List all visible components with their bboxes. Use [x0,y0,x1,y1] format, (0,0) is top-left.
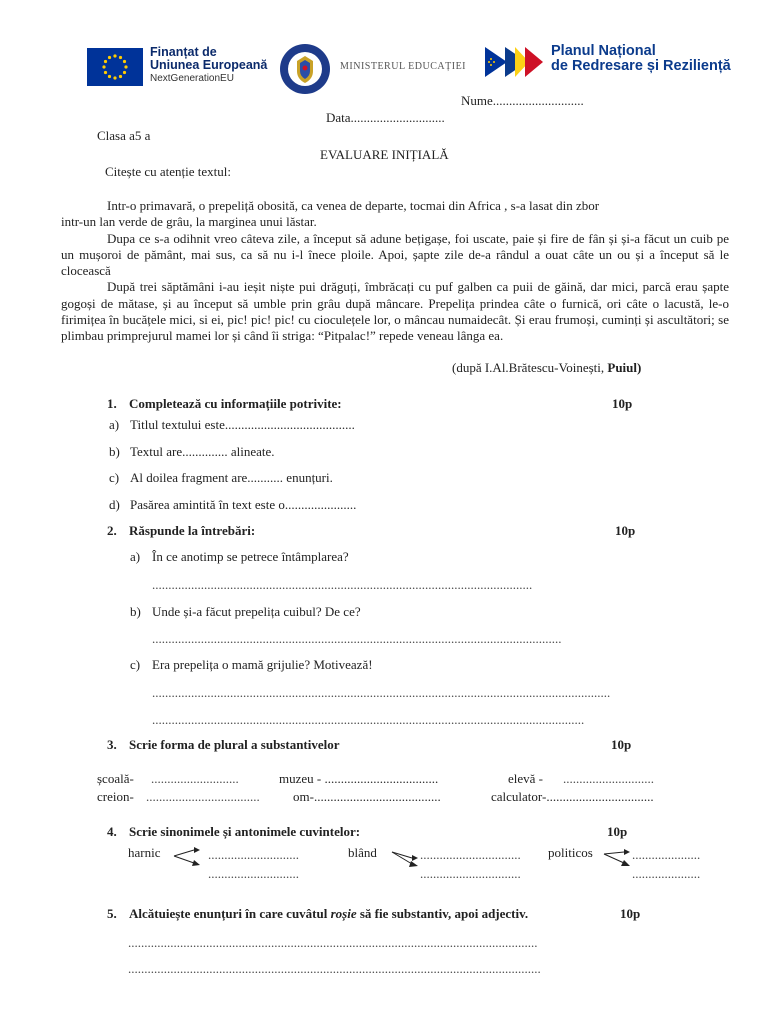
q2-item-c [130,657,373,673]
q2-item-label: c) [130,657,141,672]
q1-item-a [109,417,355,433]
q4-answer-bland-1[interactable]: ............................... [420,847,521,862]
q2-item-b [130,604,361,620]
text-p3: După trei săptămâni i-au ieșit niște pui drăguți, îmbrăcați cu puf galben ca puii de găină, dar mici, parcă erau șapte gogoși de mătase, și au început să umble prin grâu după mâncare. Prepelița prindea câte o furnică, ori câte o lacustă, le-o firimițea în bucățele mici, si ei, pic! pic! pic! cu cioculețele lor, o mâncau numaidecât. Și erau frumoși, cuminți și ascultători; se plimbau primprejurul mamei lor și când îi striga: “Pitpalac!” repede veneau lânga ea. [61,279,729,344]
q2-item-label: b) [130,604,141,619]
q3-om[interactable]: om-....................................... [293,789,441,804]
reading-text [61,198,729,345]
eu-flag-icon [87,48,143,86]
q4-number: 4. [107,824,117,839]
text-source [452,360,641,376]
name-field[interactable]: Nume............................ [461,93,584,108]
q3-muzeu[interactable]: muzeu - ................................... [279,771,439,786]
date-field[interactable]: Data............................. [326,110,445,125]
q2-number: 2. [107,523,117,538]
q2-answer-c2[interactable]: ..................................................................................................................................... [152,712,585,727]
q2-item-label: a) [130,549,141,564]
eu-funding-text [150,46,267,86]
q1-item-label: a) [109,417,120,432]
q2-item-text: Era prepelița o mamă grijulie? Motivează! [152,657,373,672]
q3-word-eleva: elevă - [508,771,544,786]
q1-item-text[interactable]: Textul are.............. alineate. [130,444,275,459]
q5-answer-2[interactable]: ............................................................................................................................... [128,961,541,976]
pnrr-line2: de Redresare și Reziliență [551,58,731,74]
q2-item-text: În ce anotimp se petrece întâmplarea? [152,549,349,564]
q3-points: 10p [611,737,632,752]
split-arrow-icon [390,846,422,868]
pnrr-line1: Planul Național [551,43,656,59]
eu-line3: NextGenerationEU [150,73,234,84]
q4-answer-politicos-2[interactable]: ..................... [632,866,701,881]
government-crest-icon [280,44,330,94]
q4-answer-politicos-1[interactable]: ..................... [632,847,701,862]
q4-word-bland: blând [348,845,377,860]
q3-word-scoala: școală- [97,771,134,786]
q1-item-b [109,444,275,460]
q1-points: 10p [612,396,633,411]
q2-heading [107,523,255,539]
q5-heading [107,906,528,922]
q1-item-label: d) [109,497,120,512]
q3-heading [107,737,340,753]
q2-answer-c1[interactable]: ............................................................................................................................................. [152,685,611,700]
ministry-name: MINISTERUL EDUCAȚIEI [340,61,467,72]
q3-word-creion: creion- [97,789,134,804]
q4-answer-harnic-1[interactable]: ............................ [208,847,299,862]
q4-word-politicos: politicos [548,845,593,860]
eu-line2: Uniunea Europeană [150,58,268,72]
source-title: Puiul) [607,360,642,375]
q1-item-text[interactable]: Al doilea fragment are........... enunțuri. [130,470,333,485]
q2-item-text: Unde și-a făcut prepelița cuibul? De ce? [152,604,361,619]
instruction: Citește cu atenție textul: [105,164,231,179]
q5-points: 10p [620,906,641,921]
q1-item-d [109,497,356,513]
q5-title-pre: Alcătuiește enunțuri în care cuvâtul [129,906,331,921]
class-field: Clasa a5 a [97,128,151,143]
header-logos [0,40,768,100]
q4-word-harnic: harnic [128,845,161,860]
q5-answer-1[interactable]: .............................................................................................................................. [128,935,538,950]
q1-item-text[interactable]: Titlul textului este........................................ [130,417,355,432]
text-p2: Dupa ce s-a odihnit vreo câteva zile, a început să adune bețigașe, foi uscate, paie și fire de fân și și-a făcut un cuib pe un mușoroi de pământ, mai sus, ca să nu i-l înece ploile. Apoi, șapte zile de-a rândul a ouat câte un ou și a început să le clocească [61,230,729,279]
q2-title: Răspunde la întrebări: [129,523,256,538]
q3-number: 3. [107,737,117,752]
q3-calculator[interactable]: calculator-................................. [491,789,654,804]
q5-title-post: să fie substantiv, apoi adjectiv. [356,906,529,921]
text-p1-line1: Intr-o primavară, o prepeliță obosită, ca venea de departe, tocmai din Africa , s-a lasat din zbor [107,198,600,213]
q1-number: 1. [107,396,117,411]
split-arrow-icon [602,846,634,868]
q1-title: Completează cu informațiile potrivite: [129,396,342,411]
q1-item-label: b) [109,444,120,459]
pnrr-logo-icon [485,45,547,79]
q5-title-emphasis: roșie [330,906,357,921]
q3-title: Scrie forma de plural a substantivelor [129,737,340,752]
q1-heading [107,396,342,412]
q2-answer-a[interactable]: ..................................................................................................................... [152,577,533,592]
q1-item-text[interactable]: Pasărea amintită în text este o...................... [130,497,357,512]
pnrr-text [551,44,731,74]
q3-answer-scoala[interactable]: ........................... [151,771,239,786]
text-p1-line2: intr-un lan verde de grâu, la marginea unui lăstar. [61,214,317,230]
q2-points: 10p [615,523,636,538]
eu-line1: Finanțat de [150,45,217,59]
q4-answer-harnic-2[interactable]: ............................ [208,866,299,881]
page-title: EVALUARE INIȚIALĂ [320,147,449,162]
q1-item-label: c) [109,470,120,485]
q2-item-a [130,549,349,565]
q4-heading [107,824,360,840]
q4-answer-bland-2[interactable]: ............................... [420,866,521,881]
q3-answer-creion[interactable]: ................................... [146,789,260,804]
q2-answer-b[interactable]: .............................................................................................................................. [152,631,562,646]
q5-number: 5. [107,906,117,921]
q4-points: 10p [607,824,628,839]
q1-item-c [109,470,333,486]
source-prefix: (după I.Al.Brătescu-Voinești, [452,360,608,375]
q4-title: Scrie sinonimele și antonimele cuvintelor: [129,824,361,839]
split-arrow-icon [172,846,204,868]
q3-answer-eleva[interactable]: ............................ [563,771,654,786]
